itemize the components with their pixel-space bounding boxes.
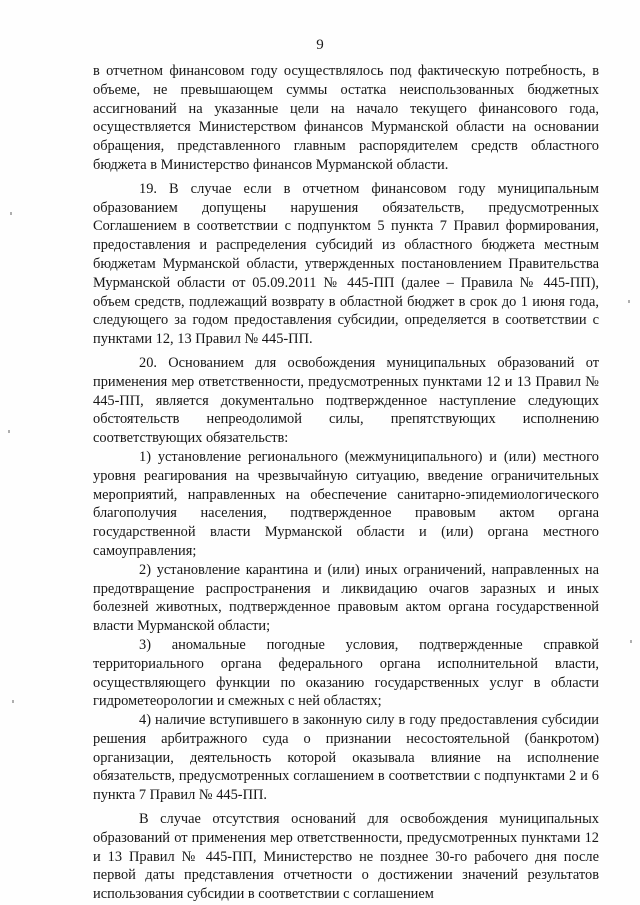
paragraph-no-grounds: В случае отсутствия оснований для освобождения муниципальных образований от применения мер ответственности, предусмотренных пунктами 12 и 13 Правил № 445-ПП, Министерство не позднее 30-го рабочего дня после первой даты представления отчетности о достижении значений результатов использования субсидии в соответствии с соглашением: [93, 811, 599, 903]
scan-speck: [10, 212, 12, 215]
document-body: [93, 62, 599, 904]
paragraph-continuation: в отчетном финансовом году осуществлялось под фактическую потребность, в объеме, не превышающем суммы остатка неиспользованных бюджетных ассигнований на указанные цели на начало текущего финансового года, осуществляется Министерством финансов Мурманской области на основании обращения, представленного главным распорядителем средств областного бюджета в Министерство финансов Мурманской области.: [93, 63, 599, 173]
scan-speck: [628, 300, 630, 303]
paragraph-20: 20. Основанием для освобождения муниципальных образований от применения мер ответственности, предусмотренных пунктами 12 и 13 Правил № 445-ПП, является документально подтвержденное наступление следующих обстоятельств непреодолимой силы, препятствующих исполнению соответствующих обязательств:: [93, 354, 599, 447]
scan-speck: [630, 640, 632, 643]
list-item-3: 3) аномальные погодные условия, подтвержденные справкой территориального органа федерального органа исполнительной власти, осуществляющего функции по оказанию государственных услуг в области гидрометеорологии и смежных с ней областях;: [93, 636, 599, 710]
paragraph-19: 19. В случае если в отчетном финансовом году муниципальным образованием допущены нарушения обязательств, предусмотренных Соглашением в соответствии с подпунктом 5 пункта 7 Правил формирования, предоставления и распределения субсидий из областного бюджета местным бюджетам Мурманской области, утвержденных постановлением Правительства Мурманской области от 05.09.2011 № 445-ПП (далее – Правила № 445-ПП), объем средств, подлежащий возврату в областной бюджет в срок до 1 июня года, следующего за годом предоставления субсидии, определяется в соответствии с пунктами 12, 13 Правил № 445-ПП.: [93, 180, 599, 348]
list-item-4: 4) наличие вступившего в законную силу в году предоставления субсидии решения арбитражного суда о признании несостоятельной (банкротом) организации, деятельность которой оказывала влияние на исполнение обязательств, предусмотренных соглашением в соответствии с подпунктами 2 и 6 пункта 7 Правил № 445-ПП.: [93, 712, 599, 804]
list-item-1: 1) установление регионального (межмуниципального) и (или) местного уровня реагирования на чрезвычайную ситуацию, введение ограничительных мероприятий, направленных на обеспечение санитарно-эпидемиологического благополучия населения, подтвержденное правовым актом органа государственной власти Мурманской области и (или) органа местного самоуправления;: [93, 448, 599, 559]
page-number: 9: [316, 37, 324, 53]
scan-speck: [8, 430, 10, 433]
list-item-2: 2) установление карантина и (или) иных ограничений, направленных на предотвращение распространения и ликвидацию очагов заразных и иных болезней животных, подтвержденное правовым актом органа государственной власти Мурманской области;: [93, 561, 599, 635]
scan-speck: [12, 700, 14, 703]
